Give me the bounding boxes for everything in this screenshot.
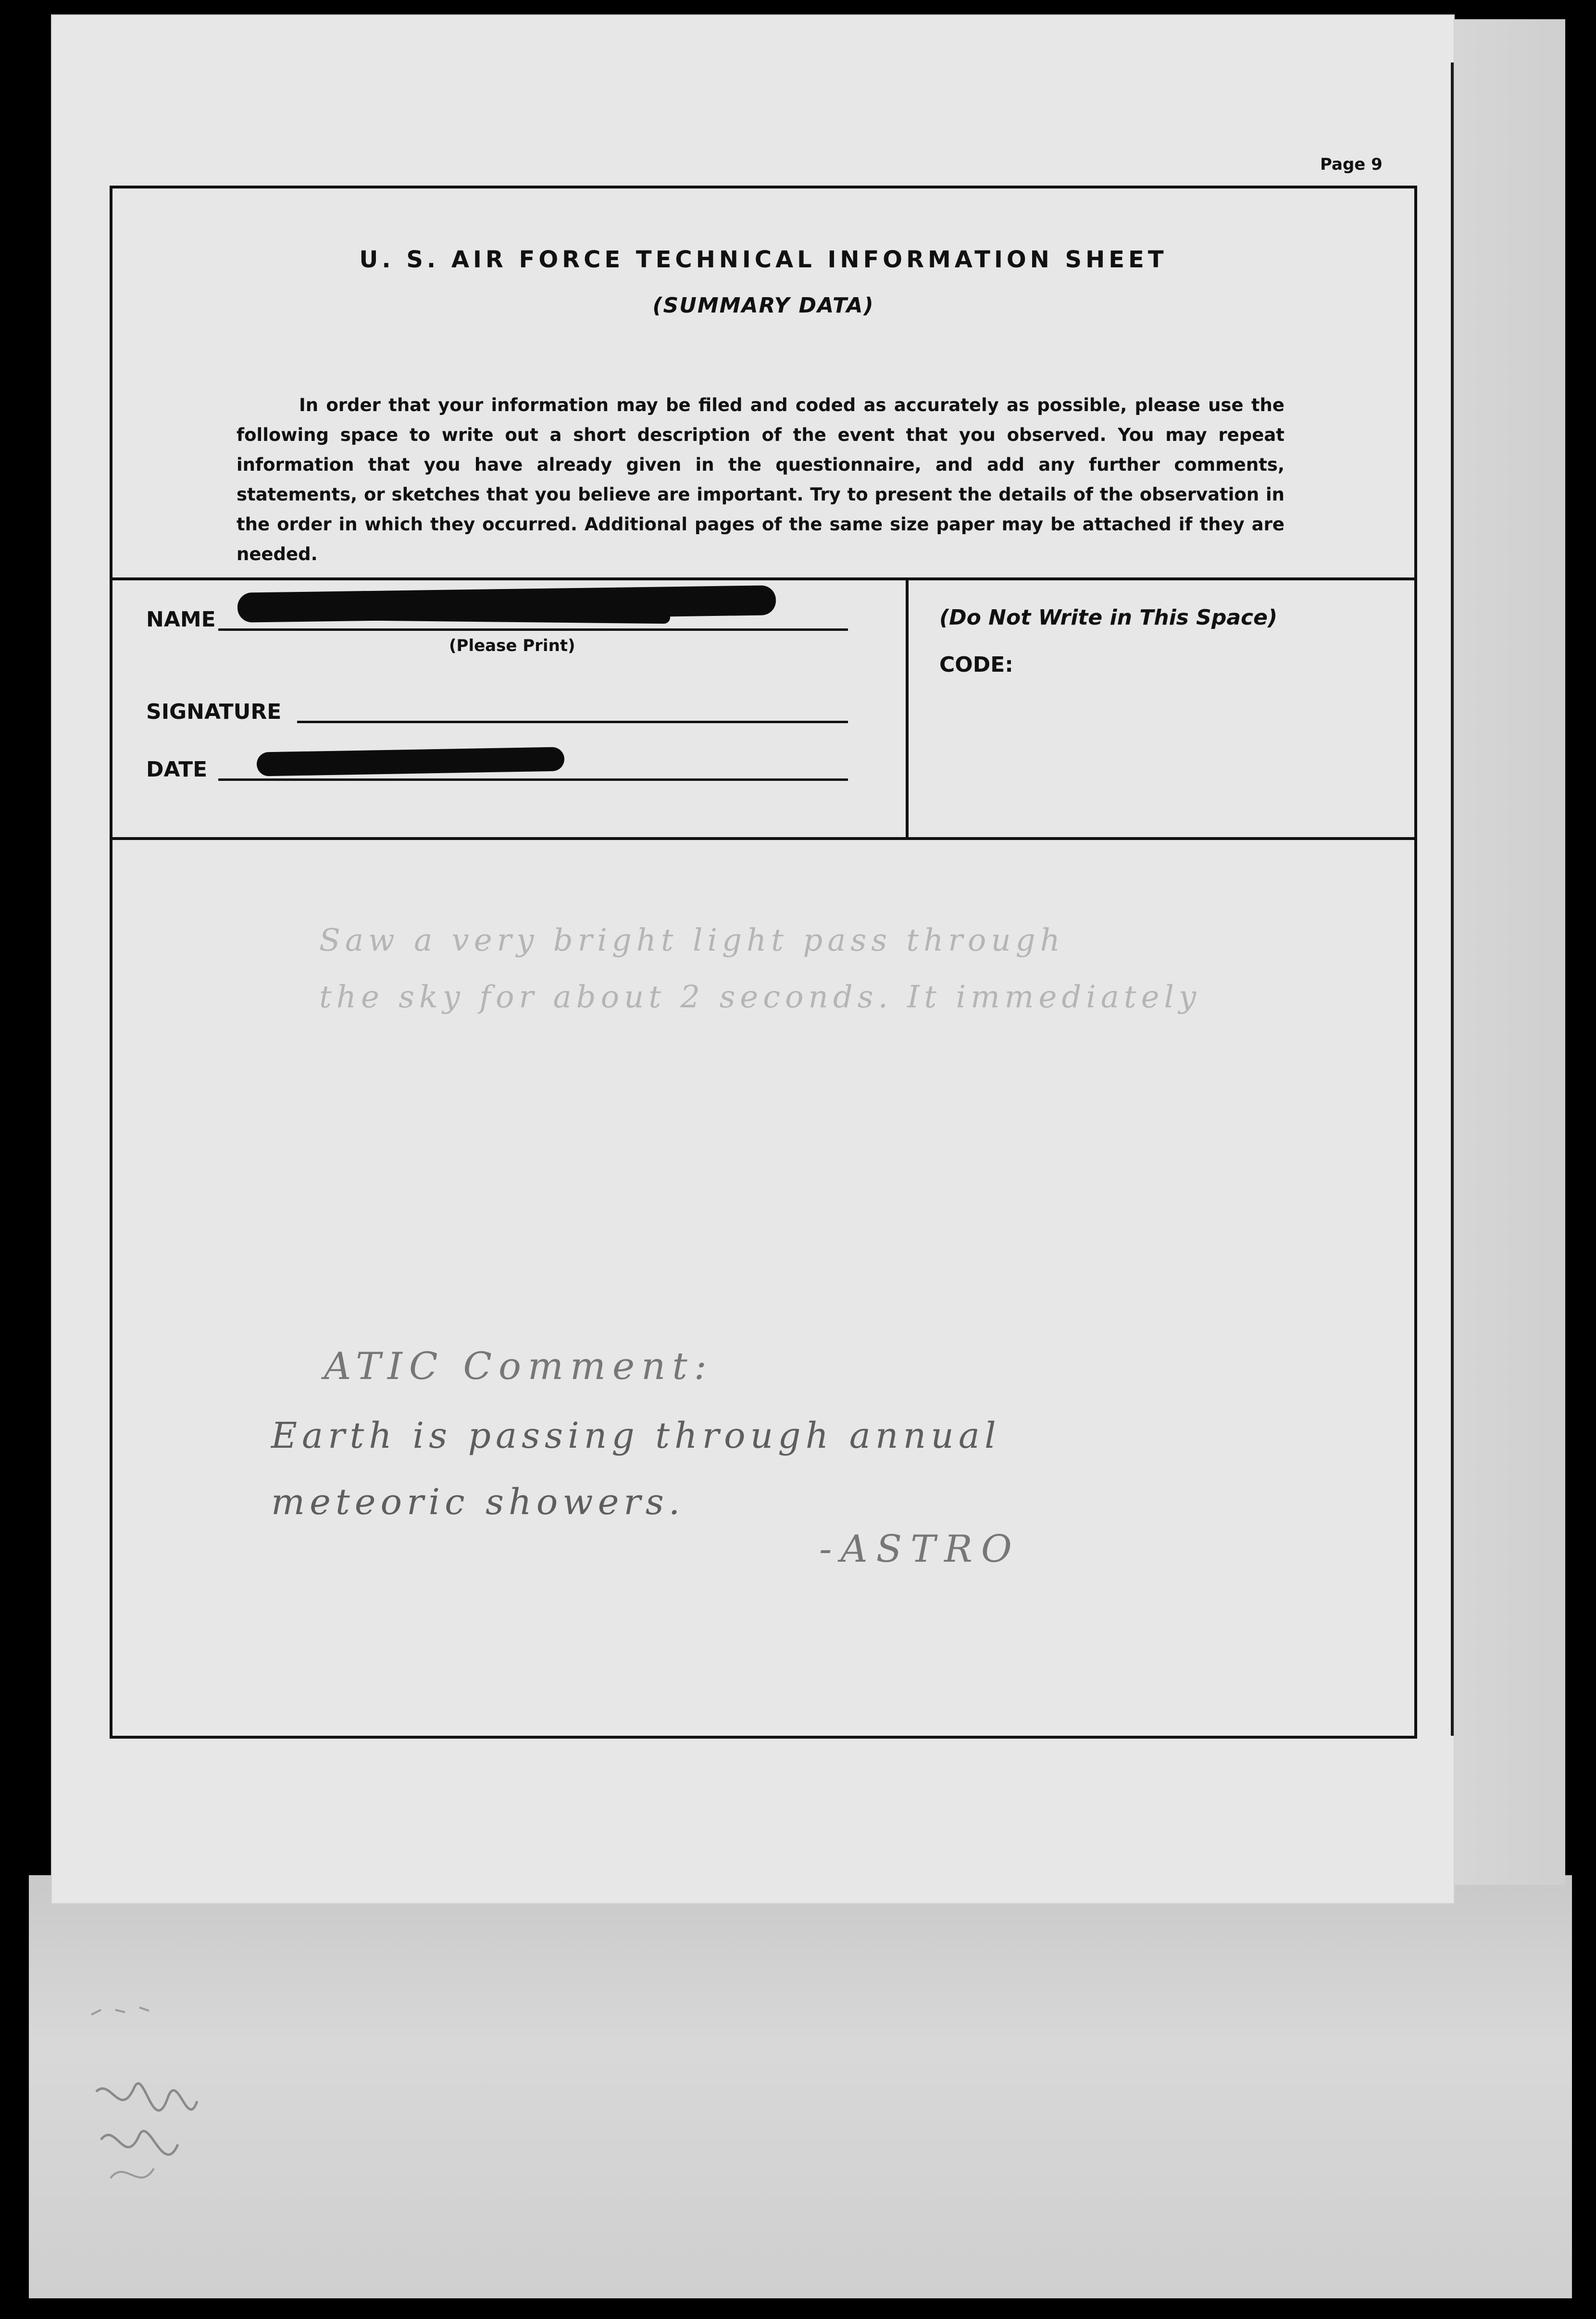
comment-heading: ATIC Comment: <box>324 1345 713 1388</box>
form-subtitle: (SUMMARY DATA) <box>652 293 874 318</box>
section-divider <box>906 580 909 837</box>
pencil-scribble-marks <box>82 1995 207 2197</box>
backing-sheet <box>29 1875 1572 2298</box>
office-use-note: (Do Not Write in This Space) <box>939 605 1278 630</box>
description-area <box>112 840 1414 1737</box>
document-page <box>51 14 1455 1904</box>
name-hint: (Please Print) <box>449 636 575 655</box>
background-strip <box>1455 19 1565 1885</box>
signature-field[interactable] <box>297 721 848 723</box>
handwritten-comment: Earth is passing through annual meteoric showers. <box>271 1415 1001 1523</box>
handwritten-description: Saw a very bright light pass through the sky for about 2 seconds. It immediately <box>319 923 1201 1015</box>
date-redaction <box>257 747 565 776</box>
page-edge-line <box>1451 63 1454 1736</box>
identification-section <box>112 580 1414 840</box>
code-label: CODE: <box>939 652 1013 677</box>
technical-information-sheet <box>110 186 1417 1739</box>
date-label: DATE <box>146 757 208 782</box>
comment-initials: -ASTRO <box>819 1528 1021 1571</box>
form-instructions: In order that your information may be filed and coded as accurately as possible, please use the following space to write out a short description of the event that you observed. You may repeat information that you have already given in the questionnaire, and add any further comments, statements, or sketches that you believe are important. Try to present the details of the observation in the order in which they occurred. Additional pages of the same size paper may be attached if they are needed. <box>237 395 1284 564</box>
date-field[interactable] <box>218 778 848 781</box>
signature-label: SIGNATURE <box>146 700 282 724</box>
page-number: Page 9 <box>1320 155 1383 174</box>
name-label: NAME <box>146 607 216 632</box>
name-field[interactable] <box>218 628 848 631</box>
form-title: U. S. AIR FORCE TECHNICAL INFORMATION SHEET <box>359 246 1168 273</box>
form-header <box>112 188 1414 580</box>
